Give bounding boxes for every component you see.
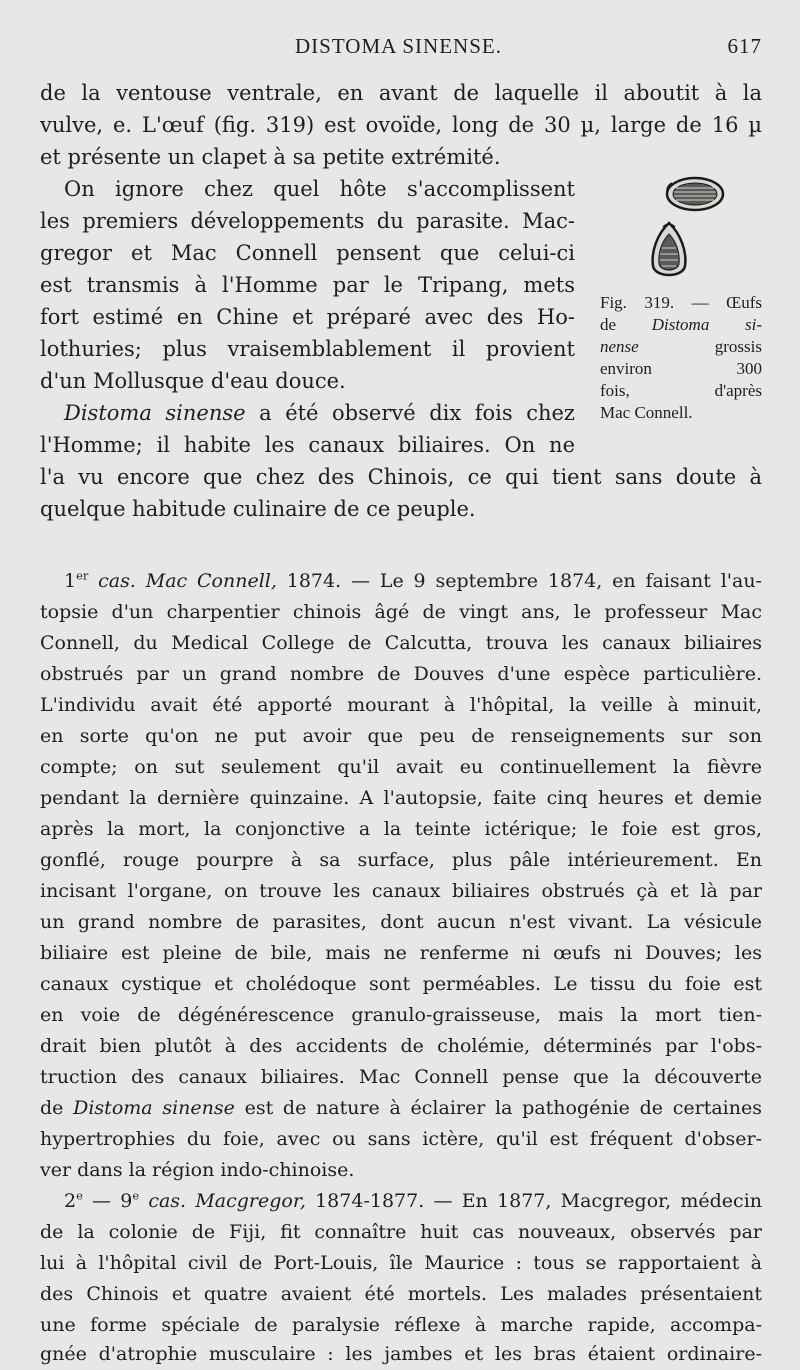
figure-caption-line: Fig. 319. — Œufs [600,293,762,312]
egg-illustration-vertical [647,220,691,284]
case-number: 2 [64,1190,77,1212]
text-line: après la mort, la conjonctive a la teinte ictérique; le foie est gros, [40,818,762,840]
figure-caption-line: fois, d'après [600,381,762,400]
page-number: 617 [727,34,762,58]
text-line: hypertrophies du foie, avec ou sans ictère, qu'il est fréquent d'obser- [40,1128,762,1150]
figure-caption-line: environ 300 [600,359,762,378]
egg-illustration-horizontal [664,174,726,214]
figure-caption-line: Mac Connell. [600,403,693,422]
text-line: gnée d'atrophie musculaire : les jambes et les bras étaient ordinaire- [40,1343,762,1365]
figure-caption-line [600,314,762,336]
running-header [40,30,762,60]
text-line: gonflé, rouge pourpre à sa surface, plus pâle intérieurement. En [40,849,762,871]
text-line: d'un Mollusque d'eau douce. [40,369,346,393]
text-line [40,1186,762,1216]
text-line: ver dans la région indo-chinoise. [40,1159,355,1181]
text-line: On ignore chez quel hôte s'accomplissent [64,177,575,201]
text-line: l'Homme; il habite les canaux biliaires. On ne [40,433,575,457]
text-line: et présente un clapet à sa petite extrémité. [40,145,501,169]
text-line: biliaire est pleine de bile, mais ne renferme ni œufs ni Douves; les [40,942,762,964]
text-line: une forme spéciale de paralysie réflexe à marche rapide, accompa- [40,1314,762,1336]
text-line: les premiers développements du parasite. Mac- [40,209,575,233]
superscript: e [132,1188,140,1203]
species-name: nense [600,337,639,356]
species-name: Distoma sinense [64,401,246,425]
text-line: en sorte qu'on ne put avoir que peu de renseignements sur son [40,725,762,747]
text-line [40,566,762,596]
text-span: de [40,1097,74,1119]
text-line [40,398,575,428]
text-line: compte; on sut seulement qu'il avait eu continuellement la fièvre [40,756,762,778]
text-line: obstrués par un grand nombre de Douves d'une espèce particulière. [40,663,762,685]
text-span: — 9 [82,1190,133,1212]
text-line: est transmis à l'Homme par le Tripang, mets [40,273,575,297]
figure-319 [600,168,762,448]
text-line: drait bien plutôt à des accidents de cholémie, déterminés par l'obs- [40,1035,762,1057]
text-line: vulve, e. L'œuf (fig. 319) est ovoïde, long de 30 µ, large de 16 µ [40,113,762,137]
text-line [40,1093,762,1123]
text-line: gregor et Mac Connell pensent que celui-ci [40,241,575,265]
text-span: a été observé dix fois chez [245,401,575,425]
text-line: lui à l'hôpital civil de Port-Louis, île Maurice : tous se rapportaient à [40,1252,762,1274]
text-span: 1874-1877. — En 1877, Macgregor, médecin [305,1190,763,1212]
text-line: des Chinois et quatre avaient été mortels. Les malades présentaient [40,1283,762,1305]
case-number: 1 [64,570,77,592]
species-name: Distoma si- [651,315,762,334]
text-span: 1874. — Le 9 septembre 1874, en faisant l'au- [276,570,762,592]
text-line: lothuries; plus vraisemblablement il provient [40,337,575,361]
text-span: grossis [638,337,762,356]
text-line: L'individu avait été apporté mourant à l'hôpital, la veille à minuit, [40,694,762,716]
text-line: truction des canaux biliaires. Mac Connell pense que la découverte [40,1066,762,1088]
text-line: incisant l'organe, on trouve les canaux biliaires obstrués çà et là par [40,880,762,902]
case-label: cas. Macgregor, [139,1190,306,1212]
text-line: canaux cystique et cholédoque sont perméables. Le tissu du foie est [40,973,762,995]
text-line: de la ventouse ventrale, en avant de laquelle il aboutit à la [40,81,762,105]
text-line: fort estimé en Chine et préparé avec des Ho- [40,305,575,329]
species-name: Distoma sinense [73,1097,235,1119]
running-title: DISTOMA SINENSE. [295,34,502,58]
text-line: de la colonie de Fiji, fit connaître huit cas nouveaux, observés par [40,1221,762,1243]
text-line: en voie de dégénérescence granulo-graisseuse, mais la mort tien- [40,1004,762,1026]
case-label: cas. Mac Connell, [88,570,277,592]
text-span: de [600,315,652,334]
figure-caption-line [600,336,762,358]
superscript: er [76,568,89,583]
text-line: Connell, du Medical College de Calcutta, trouva les canaux biliaires [40,632,762,654]
text-line: quelque habitude culinaire de ce peuple. [40,497,476,521]
text-line: topsie d'un charpentier chinois âgé de vingt ans, le professeur Mac [40,601,762,623]
superscript: e [76,1188,83,1203]
text-line: pendant la dernière quinzaine. A l'autopsie, faite cinq heures et demie [40,787,762,809]
text-span: est de nature à éclairer la pathogénie de certaines [234,1097,762,1119]
text-line: un grand nombre de parasites, dont aucun n'est vivant. La vésicule [40,911,762,933]
text-line: l'a vu encore que chez des Chinois, ce qui tient sans doute à [40,465,762,489]
